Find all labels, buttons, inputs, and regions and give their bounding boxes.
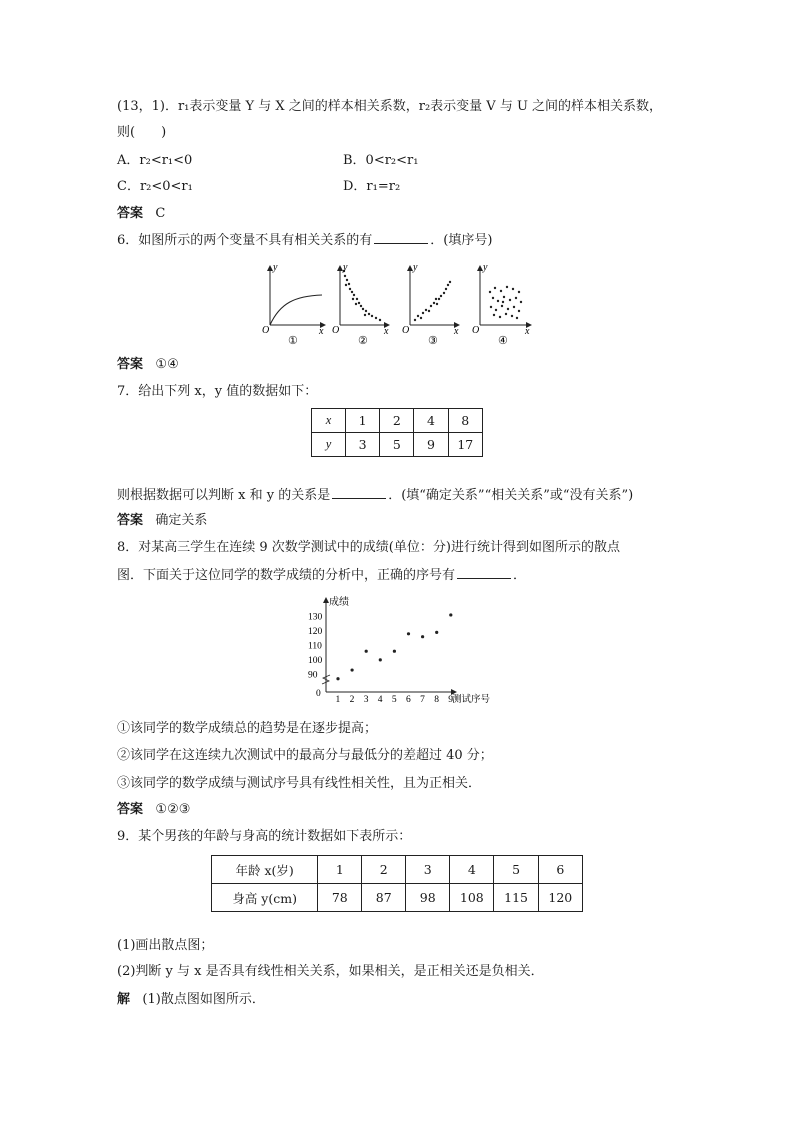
q5-option-b: B．0<r₂<r₁ — [343, 153, 419, 168]
figure-label-3: ③ — [428, 335, 438, 347]
table-cell: 78 — [318, 884, 362, 912]
y-axis-label: y — [343, 262, 348, 273]
x-tick-label: 6 — [406, 695, 411, 705]
x-axis-label: x — [525, 326, 530, 337]
scatter-point — [351, 668, 354, 671]
x-tick-label: 1 — [335, 695, 341, 705]
q7-answer — [117, 512, 207, 530]
table-cell: 98 — [406, 884, 450, 912]
answer-blank — [457, 566, 511, 579]
answer-value: ①④ — [155, 357, 179, 372]
q8-answer — [117, 801, 190, 819]
origin-label: 0 — [316, 689, 321, 699]
scatter-point — [449, 613, 452, 616]
x-tick-label: 3 — [363, 695, 369, 705]
table-cell: x — [312, 409, 346, 433]
q6-figure-2 — [332, 262, 389, 347]
q7-judge-suffix: ．(填“确定关系”“相关关系”或“没有关系”) — [388, 488, 634, 503]
q6-stem — [117, 231, 492, 250]
table-cell: 108 — [450, 884, 494, 912]
q9-data-table — [211, 855, 583, 912]
y-axis-title: 成绩 — [329, 597, 349, 608]
x-axis-label: x — [384, 326, 389, 337]
x-tick-label: 8 — [434, 695, 439, 705]
table-row — [312, 433, 483, 457]
q6-figure-3 — [402, 262, 459, 347]
scatter-point — [421, 635, 424, 638]
table-cell: 5 — [494, 856, 538, 884]
answer-label: 答案 — [117, 802, 144, 817]
answer-value: 确定关系 — [155, 513, 208, 528]
q5-option-d: D．r₁=r₂ — [343, 179, 401, 194]
table-row — [212, 856, 583, 884]
q6-stem-suffix: ．(填序号) — [430, 233, 493, 248]
scatter-point — [435, 631, 438, 634]
table-cell: 87 — [362, 884, 406, 912]
table-cell: 115 — [494, 884, 538, 912]
scatter-point — [379, 658, 382, 661]
q9-stem: 9．某个男孩的年龄与身高的统计数据如下表所示： — [117, 829, 412, 844]
x-axis-label: x — [319, 326, 324, 337]
q8-statement-3: ③该同学的数学成绩与测试序号具有线性相关性，且为正相关． — [117, 776, 482, 791]
table-row — [212, 884, 583, 912]
q8-stem-line2 — [117, 566, 526, 585]
scatter-point — [407, 632, 410, 635]
q7-judge-text: 则根据数据可以判断 x 和 y 的关系是 — [117, 488, 331, 503]
answer-blank — [374, 231, 428, 244]
x-tick-label: 2 — [349, 695, 355, 705]
table-cell: 6 — [538, 856, 582, 884]
q9-part-2: (2)判断 y 与 x 是否具有线性相关关系，如果相关，是正相关还是负相关． — [117, 964, 544, 979]
table-cell: 5 — [380, 433, 414, 457]
table-cell: 1 — [318, 856, 362, 884]
origin-label: O — [402, 325, 410, 336]
x-axis-title: 测试序号 — [452, 695, 491, 705]
q8-stem-text: 图．下面关于这位同学的数学成绩的分析中，正确的序号有 — [117, 568, 456, 583]
table-cell: 4 — [450, 856, 494, 884]
origin-label: O — [332, 325, 340, 336]
solution-text: (1)散点图如图所示． — [142, 992, 265, 1007]
q5-stem-line1: (13，1)．r₁表示变量 Y 与 X 之间的样本相关系数，r₂表示变量 V 与 U 之间的样本相关系数， — [117, 99, 663, 114]
figure-label-4: ④ — [498, 335, 508, 347]
q8-stem-line1: 8．对某高三学生在连续 9 次数学测试中的成绩(单位：分)进行统计得到如图所示的散点 — [117, 540, 620, 555]
y-axis-label: y — [273, 262, 278, 273]
answer-label: 答案 — [117, 513, 144, 528]
origin-label: O — [262, 325, 270, 336]
q6-figure-4 — [472, 262, 531, 347]
y-tick-label: 130 — [308, 612, 323, 623]
table-cell: 3 — [346, 433, 380, 457]
q6-figures — [255, 258, 545, 350]
table-cell: y — [312, 433, 346, 457]
table-cell: 1 — [346, 409, 380, 433]
x-tick-label: 7 — [420, 695, 425, 705]
table-cell: 9 — [414, 433, 448, 457]
answer-value: C — [155, 206, 166, 221]
scatter-point — [365, 650, 368, 653]
y-axis-label: y — [413, 262, 418, 273]
table-cell: 8 — [448, 409, 482, 433]
q6-figure-1 — [262, 262, 325, 347]
answer-blank — [332, 486, 386, 499]
answer-label: 答案 — [117, 206, 144, 221]
solution-label: 解 — [117, 992, 131, 1007]
q5-option-c: C．r₂<0<r₁ — [117, 179, 193, 194]
q6-stem-text: 6．如图所示的两个变量不具有相关关系的有 — [117, 233, 373, 248]
table-cell: 3 — [406, 856, 450, 884]
table-cell: 年龄 x(岁) — [212, 856, 318, 884]
table-cell: 身高 y(cm) — [212, 884, 318, 912]
table-cell: 4 — [414, 409, 448, 433]
axis-break — [322, 675, 330, 684]
table-cell: 2 — [380, 409, 414, 433]
q7-stem: 7．给出下列 x，y 值的数据如下： — [117, 384, 318, 399]
y-tick-label: 110 — [308, 641, 322, 652]
origin-label: O — [472, 325, 480, 336]
x-axis-label: x — [454, 326, 459, 337]
scatter-point — [393, 650, 396, 653]
table-cell: 2 — [362, 856, 406, 884]
x-tick-label: 9 — [448, 695, 454, 705]
y-tick-label: 90 — [308, 670, 318, 681]
q7-data-table — [311, 408, 483, 457]
figure-label-1: ① — [288, 335, 298, 347]
y-axis-label: y — [483, 262, 488, 273]
q5-option-a: A．r₂<r₁<0 — [117, 153, 193, 168]
q5-answer — [117, 205, 165, 223]
q9-solution — [117, 991, 265, 1009]
x-tick-label: 5 — [391, 695, 397, 705]
table-row — [312, 409, 483, 433]
q9-part-1: (1)画出散点图； — [117, 938, 214, 953]
scatter-point — [336, 677, 339, 680]
answer-label: 答案 — [117, 357, 144, 372]
q7-judge — [117, 486, 633, 505]
q8-stem-suffix: ． — [513, 568, 527, 583]
table-cell: 17 — [448, 433, 482, 457]
x-tick-label: 4 — [377, 695, 383, 705]
y-tick-label: 100 — [308, 656, 323, 666]
q8-scatter-chart — [306, 592, 506, 710]
answer-value: ①②③ — [155, 802, 191, 817]
q6-answer — [117, 356, 179, 374]
table-cell: 120 — [538, 884, 582, 912]
q8-statement-2: ②该同学在这连续九次测试中的最高分与最低分的差超过 40 分； — [117, 748, 493, 763]
figure-label-2: ② — [358, 335, 368, 347]
q5-stem-line2: 则( ) — [117, 125, 167, 140]
q8-statement-1: ①该同学的数学成绩总的趋势是在逐步提高； — [117, 721, 378, 736]
y-tick-label: 120 — [308, 627, 323, 637]
